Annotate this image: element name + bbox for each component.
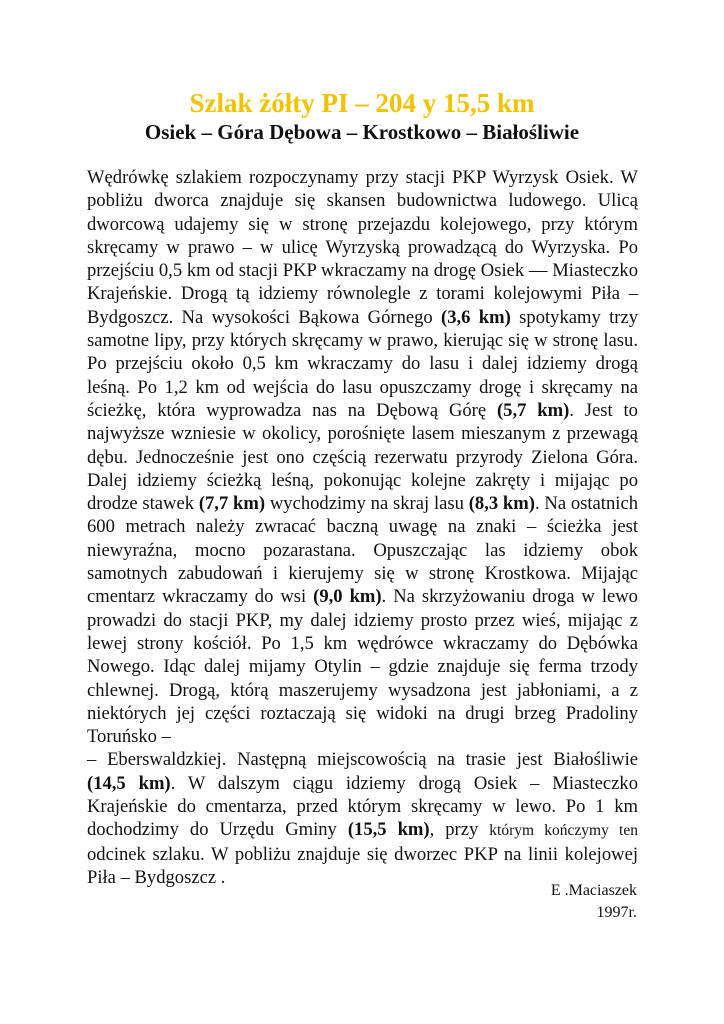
signature-block <box>551 880 637 924</box>
text-segment: , przy <box>429 819 490 841</box>
trail-route-subtitle: Osiek – Góra Dębowa – Krostkowo – Białośliwie <box>144 120 580 144</box>
text-segment: Wędrówkę szlakiem rozpoczynamy przy stacji PKP Wyrzysk Osiek. W pobliżu dworca znajduje się skansen budownictwa ludowego. Ulicą dworcową udajemy się w stronę przejazdu kolejowego, przy którym skręcamy w prawo – w ulicę Wyrzyską prowadzącą do Wyrzyska. Po przejściu 0,5 km od stacji PKP wkraczamy na drogę Osiek — Miasteczko Krajeńskie. Drogą tą idziemy równolegle z torami kolejowymi Piła – Bydgoszcz. Na wysokości Bąkowa Górnego <box>87 167 638 328</box>
author-name: E .Maciaszek <box>550 882 637 899</box>
text-segment: . Na ostatnich 600 metrach należy zwracać baczną uwagę na znaki – ścieżka jest niewyraźna, mocno pozarastana. Opuszczając las idziemy obok samotnych zabudowań i kierujemy się w stronę Krostkowa. Mijając cmentarz wkraczamy do wsi <box>87 493 638 608</box>
distance-marker: (15,5 km) <box>347 819 430 841</box>
signature-year: 1997r. <box>596 904 637 921</box>
text-segment: . Na skrzyżowaniu droga w lewo prowadzi do stacji PKP, my dalej idziemy prosto przez wieś, mijając z lewej strony kościół. Po 1,5 km wędrówce wkraczamy do Dębówka Nowego. Idąc dalej mijamy Otylin – gdzie znajduje się ferma trzody chlewnej. Drogą, którą maszerujemy wysadzona jest jabłoniami, a z niektórych jej części roztaczają się widoki na drugi brzeg Pradoliny Toruńsko – <box>87 586 638 748</box>
text-segment: . W dalszym ciągu idziemy drogą Osiek – Miasteczko Krajeńskie do cmentarza, przed którym skręcamy w lewo. Po 1 km dochodzimy do Urzędu Gminy <box>87 772 639 841</box>
trail-description <box>87 166 638 889</box>
distance-marker: (14,5 km) <box>87 772 171 794</box>
text-segment: wychodzimy na skraj lasu <box>265 493 469 515</box>
distance-marker: (5,7 km) <box>496 399 570 421</box>
trail-title: Szlak żółty PI – 204 y 15,5 km <box>189 88 535 118</box>
distance-marker: (3,6 km) <box>441 306 511 328</box>
text-segment: odcinek szlaku. W pobliżu znajduje się dworzec PKP na linii kolejowej Piła – Bydgoszcz . <box>87 843 638 888</box>
distance-marker: (9,0 km) <box>313 586 382 608</box>
small-text-segment: którym kończymy ten <box>489 822 638 840</box>
distance-marker: (7,7 km) <box>198 493 266 515</box>
text-segment: spotykamy trzy samotne lipy, przy których skręcamy w prawo, kierując się w stronę lasu. Po przejściu około 0,5 km wkraczamy do lasu i dalej idziemy drogą leśną. Po 1,2 km od wejścia do lasu opuszczamy drogę i skręcamy na ścieżkę, która wyprowadza nas na Dębową Górę <box>87 306 639 421</box>
distance-marker: (8,3 km) <box>468 493 535 515</box>
text-segment: . Jest to najwyższe wzniesie w okolicy, porośnięte lasem mieszanym z przewagą dębu. Jednocześnie jest ono częścią rezerwatu przyrody Zielona Góra. Dalej idziemy ścieżką leśną, pokonując kolejne zakręty i mijając po drodze stawek <box>87 399 638 515</box>
text-segment: – Eberswaldzkiej. Następną miejscowością na trasie jest Białośliwie <box>87 749 638 771</box>
